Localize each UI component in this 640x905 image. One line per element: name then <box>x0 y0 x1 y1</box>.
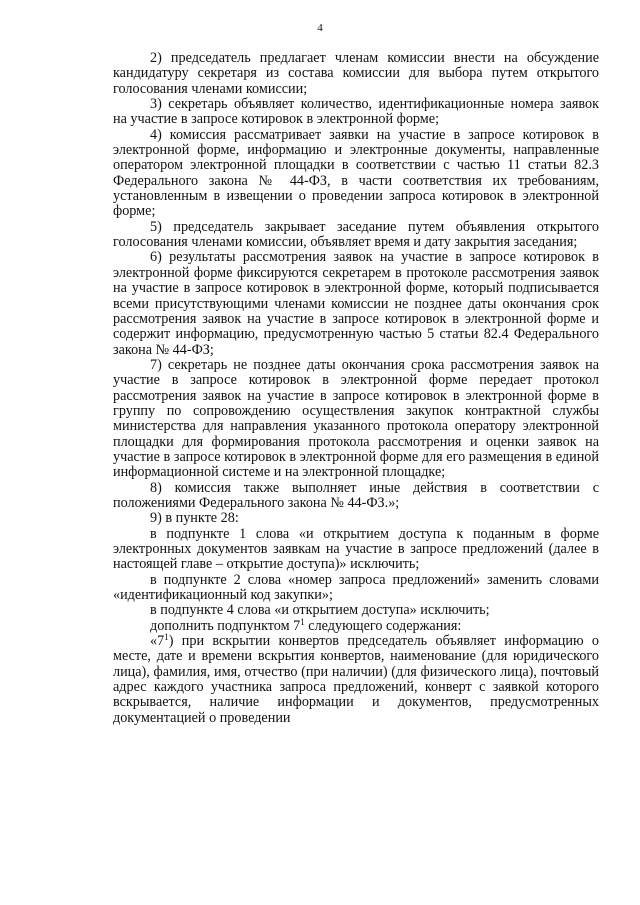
quote-superscript: 1 <box>164 632 169 643</box>
document-body <box>113 51 599 726</box>
paragraph-item-4: 4) комиссия рассматривает заявки на участие в запросе котировок в электронной форме, информацию и электронные документы, направленные оператором электронной площадки в соответствии с частью 11 статьи 82.3 Федерального закона № 44-ФЗ, в части соответствия их требованиям, установленным в извещении о проведении запроса котировок в электронной форме; <box>113 126 599 220</box>
paragraph-item-8: 8) комиссия также выполняет иные действия в соответствии с положениями Федерального закона № 44-ФЗ.»; <box>113 479 599 511</box>
paragraph-item-5: 5) председатель закрывает заседание путем объявления открытого голосования членами комиссии, объявляет время и дату закрытия заседания; <box>113 218 599 251</box>
quote-open: «7 <box>150 633 165 650</box>
paragraph-subitem-1: в подпункте 1 слова «и открытием доступа к поданным в форме электронных документов заявкам на участие в запросе предложений (далее в настоящей главе – открытие доступа)» исключить; <box>113 525 599 573</box>
quote-text: ) при вскрытии конвертов председатель объявляет информацию о месте, дате и времени вскрытия конвертов, наименование (для юридического лица), фамилия, имя, отчество (при наличии) (для физического лица), почтовый адрес каждого участника запроса предложений, конверт с заявкой которого вскрывается, наличие информации и документов, предусмотренных документацией о проведении <box>113 633 599 726</box>
paragraph-item-3: 3) секретарь объявляет количество, идентификационные номера заявок на участие в запросе котировок в электронной форме; <box>113 96 599 128</box>
paragraph-item-7: 7) секретарь не позднее даты окончания срока рассмотрения заявок на участие в запросе котировок в электронной форме передает протокол рассмотрения заявок на участие в запросе котировок в электронной форме в группу по сопровождению осуществления закупок контрактной службы министерства для направления указанного протокола оператору электронной площадки для формирования протокола рассмотрения и оценки заявок на участие в запросе котировок в электронной форме для его размещения в единой информационной системе и на электронной площадке; <box>113 356 599 481</box>
paragraph-item-2: 2) председатель предлагает членам комиссии внести на обсуждение кандидатуру секретаря из состава комиссии для выбора путем открытого голосования членами комиссии; <box>113 50 599 97</box>
paragraph-item-9: 9) в пункте 28: <box>150 510 239 527</box>
add-subitem-suffix: следующего содержания: <box>304 617 462 634</box>
add-subitem-superscript: 1 <box>300 616 305 627</box>
paragraph-add-subitem <box>113 616 599 634</box>
page-number: 4 <box>317 22 323 34</box>
paragraph-item-6: 6) результаты рассмотрения заявок на участие в запросе котировок в электронной форме фиксируются секретарем в протоколе рассмотрения заявок на участие в запросе котировок в электронной форме, который подписывается всеми присутствующими членами комиссии не позднее даты окончания срок рассмотрения заявок на участие в запросе котировок в электронной форме и содержит информацию, предусмотренную частью 5 статьи 82.4 Федерального закона № 44-ФЗ; <box>113 249 599 358</box>
paragraph-subitem-2: в подпункте 2 слова «номер запроса предложений» заменить словами «идентификационный код закупки»; <box>113 571 599 604</box>
paragraph-subitem-4: в подпункте 4 слова «и открытием доступа» исключить; <box>150 602 490 619</box>
paragraph-quoted-subitem <box>113 634 599 726</box>
add-subitem-prefix: дополнить подпунктом 7 <box>150 617 301 634</box>
